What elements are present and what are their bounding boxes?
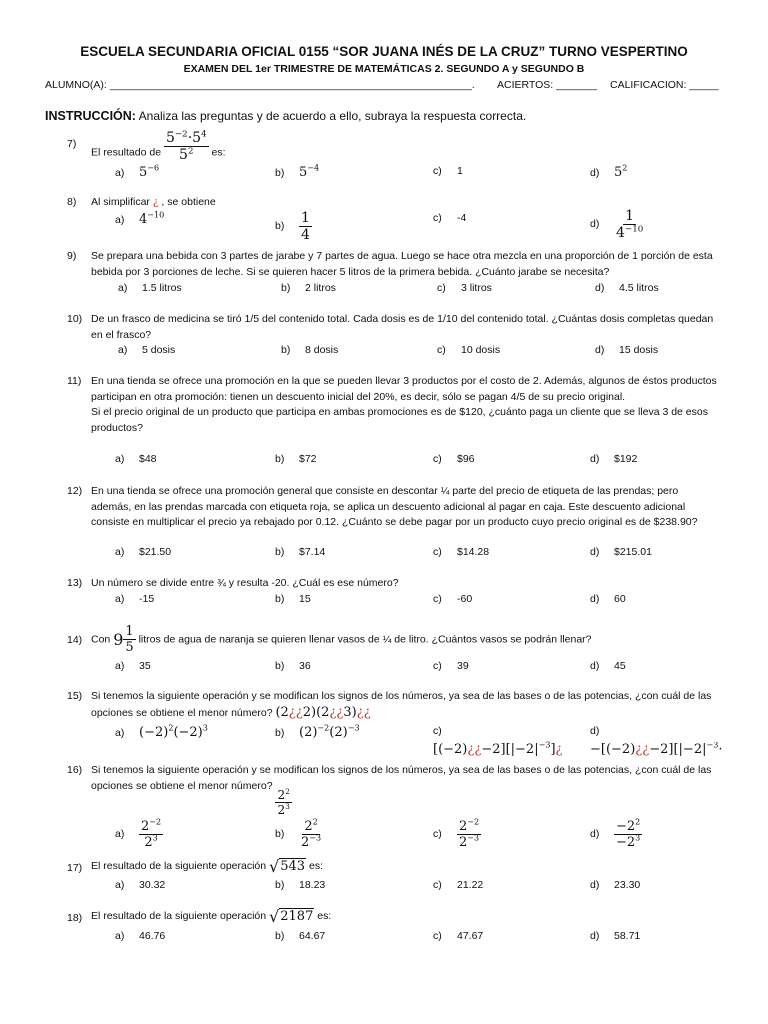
- option-18c: [433, 930, 483, 942]
- option-letter: d): [590, 453, 600, 465]
- option-18d: [590, 930, 640, 942]
- option-14c: [433, 660, 469, 672]
- question-suffix: litros de agua de naranja se quieren llenar vasos de ¼ de litro. ¿Cuántos vasos se podrán llenar?: [138, 633, 592, 646]
- option-letter: b): [281, 344, 291, 356]
- base: −2: [616, 835, 636, 850]
- option-letter: d): [590, 660, 600, 672]
- option-12a: [115, 546, 171, 558]
- option-value: 3 litros: [461, 282, 492, 294]
- option-value: $7.14: [299, 546, 326, 558]
- option-16c: [433, 817, 481, 850]
- base: 2: [141, 819, 150, 834]
- option-letter: c): [433, 212, 442, 224]
- question-number: 9): [67, 250, 77, 262]
- option-18a: [115, 930, 165, 942]
- option-15b: [275, 725, 360, 740]
- option-value: 15: [299, 593, 311, 605]
- option-8a: [115, 212, 164, 227]
- option-17d: [590, 879, 640, 891]
- option-value: 46.76: [139, 930, 166, 942]
- option-letter: a): [115, 546, 125, 558]
- base: 2: [459, 835, 468, 850]
- option-letter: b): [275, 660, 285, 672]
- question-text: [91, 858, 721, 875]
- base: 2: [144, 835, 153, 850]
- exponent: −4: [307, 163, 320, 173]
- option-17b: [275, 879, 325, 891]
- option-value: -4: [457, 212, 467, 224]
- option-value: 5 dosis: [142, 344, 176, 356]
- question-suffix: es:: [211, 146, 226, 159]
- option-value: $14.28: [457, 546, 490, 558]
- option-value: 18.23: [299, 879, 326, 891]
- option-letter: a): [115, 593, 125, 605]
- exponent: −3: [538, 740, 551, 750]
- option-15d-letter: d): [590, 725, 600, 737]
- option-7d: [590, 165, 627, 180]
- option-letter: b): [275, 546, 285, 558]
- option-9d: [595, 282, 659, 294]
- radicand: 2187: [280, 909, 314, 924]
- option-letter: a): [118, 282, 128, 294]
- exponent: −2: [317, 723, 330, 733]
- expression-part: (2: [275, 704, 289, 720]
- option-11b: [275, 453, 317, 465]
- option-8c: [433, 212, 466, 224]
- broken-glyph: ¿¿: [467, 742, 482, 757]
- option-value: -15: [139, 593, 155, 605]
- question-number: 18): [67, 912, 83, 924]
- option-letter: b): [275, 593, 285, 605]
- expression-fraction: [164, 131, 209, 162]
- option-14b: [275, 660, 311, 672]
- question-prefix: Al simplificar: [91, 196, 150, 208]
- option-17c: [433, 879, 483, 891]
- exponent: 2: [285, 786, 290, 796]
- option-8d: [590, 209, 645, 240]
- base: 2: [277, 787, 286, 802]
- option-letter: d): [590, 593, 600, 605]
- option-10c: [437, 344, 500, 356]
- question-suffix: es:: [309, 860, 324, 873]
- question-number: 16): [67, 764, 83, 776]
- option-value: 36: [299, 660, 311, 672]
- exponent: 2: [168, 723, 174, 733]
- option-letter: b): [275, 220, 285, 233]
- question-paragraph: Si el precio original de un producto que participa en ambas promociones es de $120, ¿cuánto paga un cliente que se lleva 3 de esos productos?: [91, 406, 708, 434]
- exponent: 2: [187, 146, 194, 157]
- option-letter: c): [433, 930, 442, 942]
- numerator: 1: [125, 624, 134, 639]
- option-13b: [275, 593, 311, 605]
- question-text: En una tienda se ofrece una promoción general que consiste en descontar ¼ parte del precio de etiqueta de las prendas; pero además, en las prendas marcada con etiqueta roja, se aplica un descuento adicional al pagar en caja. Este descuento adicional consiste en multiplicar el precio ya rebajado por 0.12. ¿Cuánto se debe pagar por un producto cuyo precio original es de $238.90?: [91, 485, 698, 528]
- option-13c: [433, 593, 472, 605]
- option-letter: d): [590, 930, 600, 942]
- option-letter: b): [275, 453, 285, 465]
- option-value: 10 dosis: [461, 344, 501, 356]
- exponent: 2: [622, 163, 628, 173]
- base: 5: [165, 130, 175, 146]
- option-15c: [433, 742, 563, 757]
- option-7c: [433, 165, 463, 177]
- school-title: ESCUELA SECUNDARIA OFICIAL 0155 “SOR JUANA INÉS DE LA CRUZ” TURNO VESPERTINO: [80, 44, 688, 59]
- option-10a: [118, 344, 175, 356]
- base: 2: [459, 819, 468, 834]
- option-value: $96: [457, 453, 475, 465]
- option-letter: a): [115, 214, 125, 226]
- exponent: 3: [152, 833, 158, 843]
- instruction-label: INSTRUCCIÓN:: [45, 109, 136, 123]
- exponent: −2: [467, 817, 480, 827]
- exam-title: EXAMEN DEL 1er TRIMESTRE DE MATEMÁTICAS 2. SEGUNDO A y SEGUNDO B: [183, 63, 585, 75]
- option-letter: c): [433, 828, 442, 841]
- option-value: 45: [614, 660, 626, 672]
- option-15a: [115, 725, 208, 740]
- question-suffix: es:: [317, 910, 332, 923]
- instruction-text: Analiza las preguntas y de acuerdo a ello, subraya la respuesta correcta.: [138, 109, 527, 123]
- denominator: 4: [301, 227, 310, 243]
- exponent: −3: [706, 742, 719, 750]
- option-value: 2 litros: [305, 282, 336, 294]
- option-letter: b): [275, 828, 285, 841]
- option-value: 5: [614, 165, 623, 180]
- hits-field: ACIERTOS: _______: [497, 79, 598, 91]
- question-number: 8): [67, 196, 77, 208]
- square-root: √ 2187: [269, 906, 314, 926]
- option-14d: [590, 660, 626, 672]
- base: 2: [277, 802, 286, 817]
- broken-glyph: ¿: [555, 742, 563, 757]
- option-value: 30.32: [139, 879, 166, 891]
- numerator: 1: [625, 208, 635, 224]
- question-text: [91, 763, 721, 816]
- dot: ·: [187, 130, 193, 146]
- option-letter: d): [590, 879, 600, 891]
- option-letter: b): [275, 727, 285, 739]
- question-prefix: El resultado de la siguiente operación: [91, 860, 267, 873]
- option-12b: [275, 546, 325, 558]
- option-letter: a): [118, 344, 128, 356]
- base: 5: [179, 147, 188, 163]
- exponent: −10: [624, 224, 644, 235]
- option-value: −2][|−2|: [481, 742, 539, 757]
- exponent: −3: [467, 833, 480, 843]
- option-16d: [590, 817, 642, 850]
- broken-glyph: ¿: [152, 196, 159, 208]
- exponent: 4: [201, 129, 207, 140]
- base: −2: [616, 819, 636, 834]
- question-prefix: El resultado de: [91, 146, 162, 159]
- option-13a: [115, 593, 154, 605]
- option-15c-letter: c): [433, 725, 442, 737]
- option-letter: a): [115, 167, 125, 179]
- radicand: 543: [280, 859, 306, 874]
- question-text: Se prepara una bebida con 3 partes de jarabe y 7 partes de agua. Luego se hace otra mezcla en una proporción de 1 porción de esta bebida por 3 porciones de leche. Si se quieren hacer 5 litros de la primera bebida. ¿Cuánto jarabe se necesita?: [91, 250, 713, 278]
- exponent: −3: [309, 833, 322, 843]
- option-13d: [590, 593, 626, 605]
- question-text: De un frasco de medicina se tiró 1/5 del contenido total. Cada dosis es de 1/10 del contenido total. ¿Cuántas dosis completas quedan en el frasco?: [91, 313, 714, 341]
- option-letter: d): [590, 167, 600, 179]
- option-letter: c): [433, 660, 442, 672]
- option-letter: a): [115, 727, 125, 739]
- option-letter: b): [275, 167, 285, 179]
- option-letter: a): [115, 828, 125, 841]
- option-8b: [275, 211, 312, 242]
- option-10b: [281, 344, 338, 356]
- question-number: 10): [67, 313, 83, 325]
- option-letter: b): [275, 879, 285, 891]
- option-letter: d): [590, 218, 600, 231]
- expression-part: 3): [343, 704, 357, 720]
- option-letter: a): [115, 930, 125, 942]
- option-letter: c): [433, 165, 442, 177]
- option-letter: d): [595, 282, 605, 294]
- base: 5: [192, 130, 202, 146]
- option-value: $21.50: [139, 546, 172, 558]
- option-value: 4: [139, 212, 148, 227]
- question-text: Un número se divide entre ¾ y resulta -20. ¿Cuál es ese número?: [91, 577, 399, 589]
- question-prefix: Con: [91, 633, 111, 646]
- exponent: −2: [149, 817, 162, 827]
- option-value: 15 dosis: [619, 344, 659, 356]
- question-paragraph: Si tenemos la siguiente operación y se modifican los signos de los números, ya sea de las bases o de las potencias, ¿con cuál de las opciones se obtiene el menor número?: [91, 764, 712, 792]
- option-value: 39: [457, 660, 469, 672]
- option-value: ·: [718, 742, 723, 757]
- option-16b: [275, 817, 323, 850]
- option-value: 60: [614, 593, 626, 605]
- expression-part: 2)(2: [302, 704, 330, 720]
- option-letter: c): [433, 453, 442, 465]
- question-prefix: El resultado de la siguiente operación: [91, 910, 267, 923]
- student-name-field: ALUMNO(A): ______________________________________________________________.: [45, 79, 475, 91]
- option-value: 5: [139, 165, 148, 180]
- option-16a: [115, 817, 163, 850]
- option-value: -60: [457, 593, 473, 605]
- denominator: 4: [616, 225, 625, 241]
- option-value: (−2): [173, 725, 203, 740]
- option-11c: [433, 453, 475, 465]
- option-value: $215.01: [614, 546, 652, 558]
- exponent: −6: [147, 163, 160, 173]
- option-value: 1.5 litros: [142, 282, 182, 294]
- option-value: 23.30: [614, 879, 641, 891]
- option-value: [(−2): [433, 742, 468, 757]
- question-number: 12): [67, 485, 83, 497]
- numerator: 1: [301, 210, 310, 226]
- option-9c: [437, 282, 492, 294]
- grade-field: CALIFICACION: _____: [610, 79, 719, 91]
- instruction: [45, 109, 526, 123]
- option-value: −2][|−2|: [649, 742, 707, 757]
- option-9b: [281, 282, 336, 294]
- question-text: [91, 689, 721, 721]
- option-letter: c): [437, 282, 446, 294]
- option-letter: c): [433, 593, 442, 605]
- option-12c: [433, 546, 489, 558]
- option-15d: [590, 742, 768, 757]
- option-value: $72: [299, 453, 317, 465]
- option-letter: a): [115, 453, 125, 465]
- option-value: 4.5 litros: [619, 282, 659, 294]
- broken-glyph: ¿¿: [356, 704, 371, 720]
- option-value: 5: [299, 165, 308, 180]
- option-letter: d): [590, 828, 600, 841]
- option-value: 35: [139, 660, 151, 672]
- question-text: [91, 374, 721, 436]
- option-value: 47.67: [457, 930, 484, 942]
- option-7b: [275, 165, 319, 180]
- broken-glyph: ¿¿: [288, 704, 303, 720]
- option-letter: c): [433, 879, 442, 891]
- square-root: √ 543: [269, 856, 306, 876]
- option-10d: [595, 344, 658, 356]
- question-number: 17): [67, 862, 83, 874]
- option-value: 8 dosis: [305, 344, 339, 356]
- option-letter: a): [115, 879, 125, 891]
- option-value: (2): [329, 725, 348, 740]
- question-suffix: , se obtiene: [161, 196, 216, 208]
- question-number: 15): [67, 690, 83, 702]
- option-value: ]: [550, 742, 556, 757]
- denominator: 5: [125, 640, 134, 655]
- option-value: $192: [614, 453, 638, 465]
- exponent: 3: [202, 723, 208, 733]
- question-number: 13): [67, 577, 83, 589]
- option-value: $48: [139, 453, 157, 465]
- broken-glyph: ¿¿: [635, 742, 650, 757]
- option-letter: b): [281, 282, 291, 294]
- option-11a: [115, 453, 157, 465]
- question-number: 14): [67, 634, 83, 646]
- exponent: 2: [635, 817, 641, 827]
- broken-glyph: ¿¿: [329, 704, 344, 720]
- mixed-whole: 9: [113, 629, 124, 649]
- exponent: 3: [635, 833, 641, 843]
- exponent: 2: [312, 817, 318, 827]
- option-11d: [590, 453, 637, 465]
- question-text: [91, 625, 721, 654]
- option-letter: c): [433, 546, 442, 558]
- option-letter: c): [437, 344, 446, 356]
- exponent: −3: [347, 723, 360, 733]
- option-17a: [115, 879, 165, 891]
- question-text: [91, 908, 721, 925]
- option-12d: [590, 546, 652, 558]
- exponent: −10: [147, 210, 165, 220]
- option-value: 21.22: [457, 879, 484, 891]
- option-value: 58.71: [614, 930, 641, 942]
- option-value: (−2): [139, 725, 169, 740]
- option-18b: [275, 930, 325, 942]
- question-number: 7): [67, 138, 77, 150]
- option-7a: [115, 165, 159, 180]
- option-14a: [115, 660, 151, 672]
- option-value: (2): [299, 725, 318, 740]
- option-letter: d): [595, 344, 605, 356]
- question-number: 11): [67, 375, 82, 387]
- option-letter: b): [275, 930, 285, 942]
- option-9a: [118, 282, 182, 294]
- exponent: −2: [174, 129, 188, 140]
- option-value: 1: [457, 165, 463, 177]
- question-paragraph: En una tienda se ofrece una promoción en la que se pueden llevar 3 productos por el costo de 2. Además, algunos de éstos productos participan en otra promoción: tienen un descuento inicial del 20%, es decir, sólo se pagan 4/5 de su precio original.: [91, 375, 717, 403]
- option-value: −[(−2): [590, 742, 636, 757]
- question-paragraph: Si tenemos la siguiente operación y se modifican los signos de los números, ya sea de las bases o de las potencias, ¿con cuál de las opciones se obtiene el menor número?: [91, 690, 712, 719]
- base: 2: [301, 835, 310, 850]
- base: 2: [304, 819, 313, 834]
- exponent: 3: [285, 801, 290, 811]
- option-value: 64.67: [299, 930, 326, 942]
- option-letter: a): [115, 660, 125, 672]
- option-letter: d): [590, 546, 600, 558]
